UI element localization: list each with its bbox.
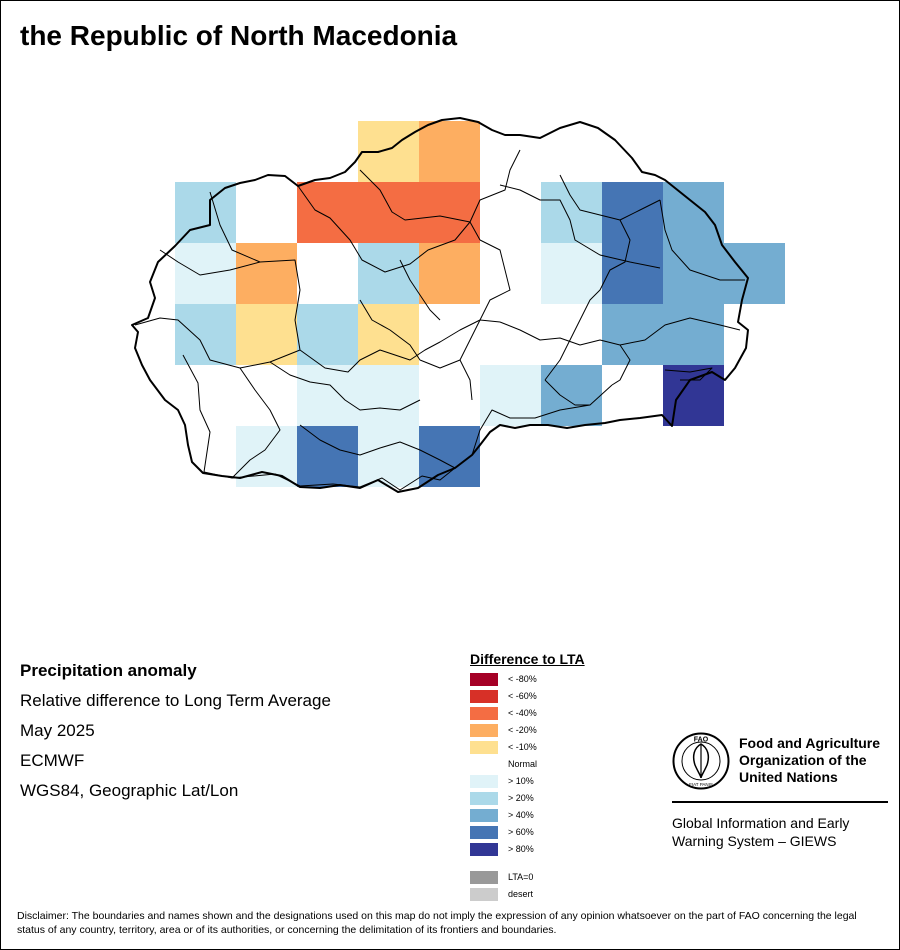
anomaly-cell [297,182,358,243]
anomaly-cell [663,243,724,304]
disclaimer: Disclaimer: The boundaries and names shown and the designations used on this map do not imply the expression of any opinion whatsoever on the part of FAO concerning the legal status of any country, territory, area or of its authorities, or concerning the delimitation of its frontiers and boundaries. [17,910,857,936]
legend-swatch [470,758,498,771]
anomaly-cell [602,243,663,304]
legend-item [470,842,534,856]
legend-swatch [470,809,498,822]
legend-label: > 60% [508,827,534,837]
map-info [20,656,331,806]
legend-label: Normal [508,759,538,769]
legend-swatch [470,673,498,686]
legend-item [470,740,537,754]
map-title: the Republic of North Macedonia [20,20,458,51]
legend-label: < -80% [508,674,537,684]
fao-name-line1: Food and Agriculture [739,735,881,751]
legend-item [470,887,533,901]
anomaly-cell [236,243,297,304]
legend-item [470,757,537,771]
legend-swatch [470,826,498,839]
anomaly-cell [358,365,419,426]
info-subtitle: Relative difference to Long Term Average [20,691,331,710]
anomaly-cell [663,304,724,365]
legend-item [470,774,534,788]
anomaly-cell [297,304,358,365]
giews-line2: Warning System – GIEWS [672,833,837,849]
legend-swatch [470,690,498,703]
legend-label: < -60% [508,691,537,701]
fao-logo-motto: FIAT PANIS [689,782,713,787]
legend-swatch [470,843,498,856]
anomaly-cell [297,426,358,487]
legend-item [470,706,537,720]
anomaly-cell [236,304,297,365]
legend-item [470,870,533,884]
anomaly-cell [358,426,419,487]
anomaly-cell [175,182,236,243]
info-projection: WGS84, Geographic Lat/Lon [20,781,239,800]
legend-title: Difference to LTA [470,651,585,667]
anomaly-cell [419,182,480,243]
legend-swatch [470,707,498,720]
anomaly-cell [602,182,663,243]
legend-label: LTA=0 [508,872,534,882]
anomaly-cell [419,121,480,182]
legend [470,651,585,899]
anomaly-cell [541,182,602,243]
legend-swatch [470,775,498,788]
legend-item [470,791,534,805]
legend-item [470,672,537,686]
fao-logo-text: FAO [693,736,709,744]
anomaly-cell [358,243,419,304]
legend-item [470,808,534,822]
legend-label: > 40% [508,810,534,820]
legend-label: < -20% [508,725,537,735]
legend-swatch [470,792,498,805]
anomaly-cell [419,243,480,304]
fao-name [739,735,880,786]
anomaly-cell [724,243,785,304]
legend-item [470,689,537,703]
anomaly-cell [358,304,419,365]
legend-label: < -10% [508,742,537,752]
legend-item [470,723,537,737]
anomaly-cell [480,365,541,426]
fao-divider [672,801,888,803]
legend-swatch [470,741,498,754]
giews-label [672,814,849,850]
giews-line1: Global Information and Early [672,815,850,831]
fao-name-line3: United Nations [739,769,838,785]
legend-item [470,825,534,839]
anomaly-cell [541,365,602,426]
legend-label: desert [508,889,534,899]
legend-label: > 20% [508,793,534,803]
legend-swatch [470,724,498,737]
anomaly-cell [175,243,236,304]
info-date: May 2025 [20,721,95,740]
anomaly-cell [663,182,724,243]
anomaly-cell [297,365,358,426]
fao-logo-icon [672,732,730,790]
legend-swatch [470,871,498,884]
legend-swatch [470,888,498,901]
info-heading: Precipitation anomaly [20,661,197,680]
info-model: ECMWF [20,751,85,770]
legend-label: < -40% [508,708,537,718]
anomaly-cell [358,182,419,243]
anomaly-cell [236,426,297,487]
legend-label: > 10% [508,776,534,786]
legend-label: > 80% [508,844,534,854]
anomaly-cell [541,243,602,304]
anomaly-cell [602,304,663,365]
fao-name-line2: Organization of the [739,752,867,768]
anomaly-cell [175,304,236,365]
